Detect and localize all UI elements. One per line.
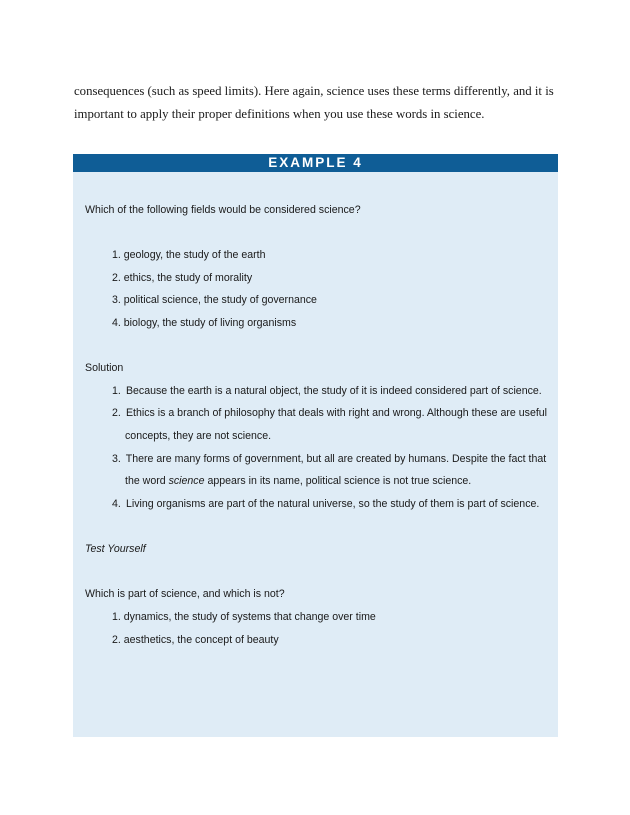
solution-text-part: the word — [125, 475, 169, 487]
solution-text: Because the earth is a natural object, the study of it is indeed considered part of science. — [125, 385, 542, 397]
solution-item — [112, 407, 547, 419]
test-question: Which is part of science, and which is not? — [85, 588, 285, 600]
test-yourself-label: Test Yourself — [85, 543, 146, 555]
test-item: 1. dynamics, the study of systems that change over time — [112, 611, 376, 623]
solution-label: Solution — [85, 362, 124, 374]
solution-text: Living organisms are part of the natural universe, so the study of them is part of science. — [125, 498, 540, 510]
example-title: EXAMPLE 4 — [73, 154, 558, 172]
solution-item — [112, 498, 539, 510]
field-item: 4. biology, the study of living organisms — [112, 317, 297, 329]
solution-text: Ethics is a branch of philosophy that deals with right and wrong. Although these are useful — [125, 407, 548, 419]
solution-text-part: appears in its name, political science is not true science. — [204, 475, 472, 487]
intro-line-1: consequences (such as speed limits). Here again, science uses these terms differently, and it is — [74, 84, 554, 98]
solution-text-continued — [125, 475, 471, 487]
solution-text-continued: concepts, they are not science. — [125, 430, 272, 442]
emphasis-term: science — [168, 475, 205, 487]
intro-line-2: important to apply their proper definitions when you use these words in science. — [74, 107, 485, 121]
solution-number: 2. — [112, 407, 121, 419]
solution-number: 1. — [112, 385, 121, 397]
solution-item — [112, 385, 542, 397]
field-item: 3. political science, the study of governance — [112, 294, 317, 306]
solution-number: 3. — [112, 453, 121, 465]
example-box — [73, 154, 558, 737]
example-question: Which of the following fields would be considered science? — [85, 204, 361, 216]
intro-paragraph — [74, 80, 554, 126]
field-item: 1. geology, the study of the earth — [112, 249, 266, 261]
solution-text: There are many forms of government, but all are created by humans. Despite the fact that — [125, 453, 547, 465]
test-item: 2. aesthetics, the concept of beauty — [112, 634, 279, 646]
solution-number: 4. — [112, 498, 121, 510]
solution-item — [112, 453, 546, 465]
field-item: 2. ethics, the study of morality — [112, 272, 253, 284]
